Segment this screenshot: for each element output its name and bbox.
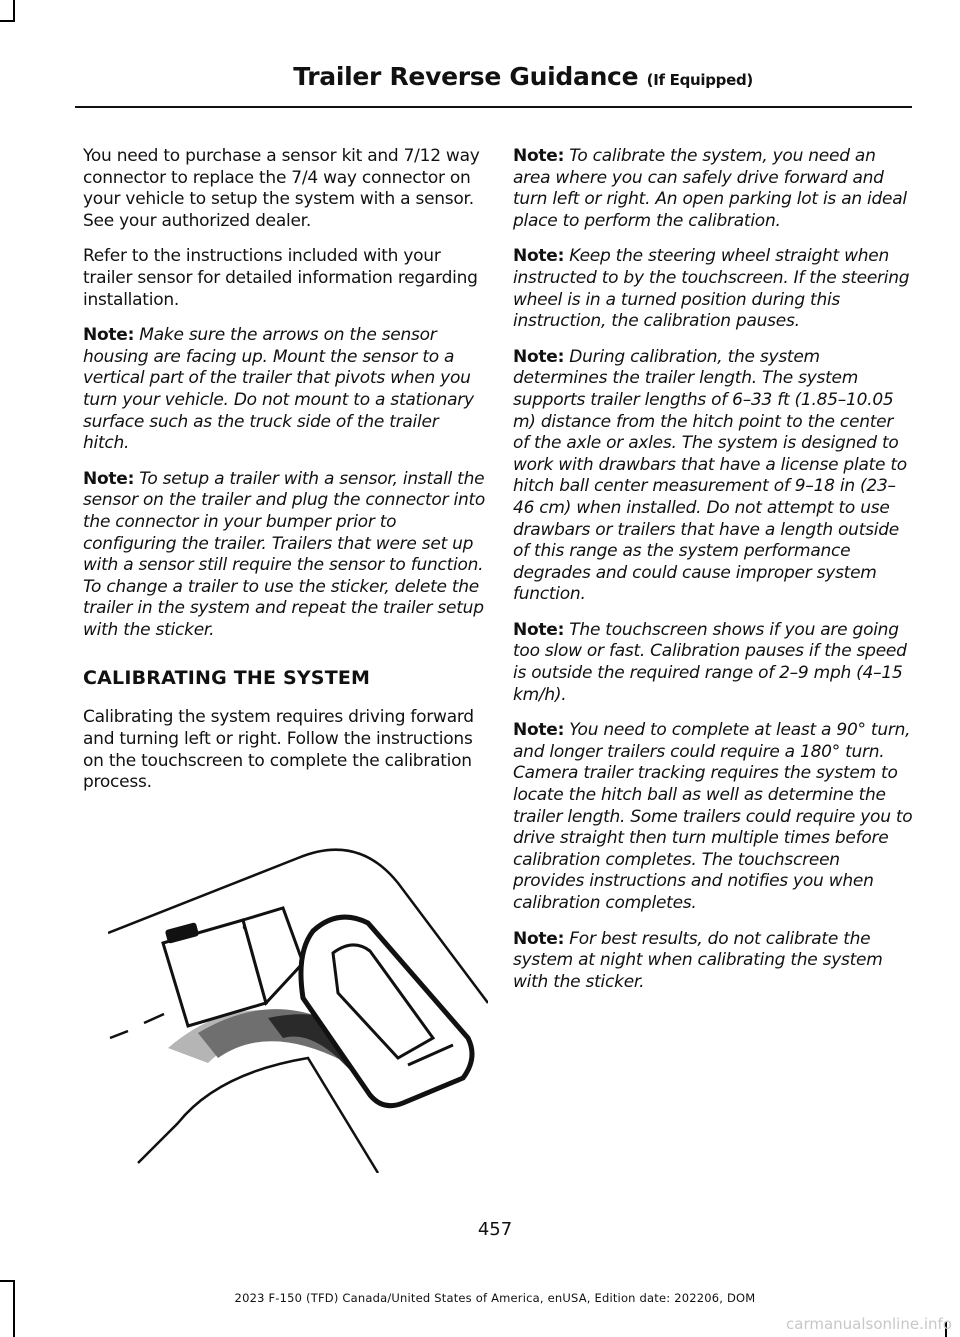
- note-text: Keep the steering wheel straight when instructed to by the touchscreen. If the steering wheel is in a turned position during this instruction, the calibration pauses.: [513, 246, 910, 332]
- note-sensor-mounting: [83, 325, 488, 455]
- watermark: carmanualsonline.info: [786, 1315, 952, 1333]
- crop-mark-top-left: [13, 0, 15, 22]
- note-text: The touchscreen shows if you are going too slow or fast. Calibration pauses if the speed is outside the required range of 2–9 mph (4–15 km/h).: [513, 619, 907, 705]
- note-speed-range: [513, 620, 913, 706]
- note-label: Note:: [83, 325, 135, 346]
- note-trailer-length: [513, 347, 913, 606]
- note-sensor-setup: [83, 469, 488, 642]
- crop-mark-top-left-h: [0, 20, 15, 22]
- note-text: To setup a trailer with a sensor, install the sensor on the trailer and plug the connector into the connector in your bumper prior to configuring the trailer. Trailers that were set up with a sensor still require the sensor to function. To change a trailer to use the sticker, delete the trailer in the system and repeat the trailer setup with the sticker.: [83, 468, 486, 640]
- right-column: [513, 146, 913, 1007]
- left-column: [83, 146, 488, 808]
- note-text: For best results, do not calibrate the system at night when calibrating the system with the sticker.: [513, 928, 883, 992]
- page-number: 457: [477, 1219, 513, 1240]
- note-turn-requirement: [513, 720, 913, 914]
- note-text: To calibrate the system, you need an area where you can safely drive forward and turn left or right. An open parking lot is an ideal place to perform the calibration.: [513, 146, 907, 231]
- paragraph-sensor-kit: You need to purchase a sensor kit and 7/12 way connector to replace the 7/4 way connector on your vehicle to setup the system with a sensor. See your authorized dealer.: [83, 146, 480, 231]
- note-label: Note:: [83, 468, 135, 489]
- note-text: Make sure the arrows on the sensor housing are facing up. Mount the sensor to a vertical part of the trailer that pivots when you turn your vehicle. Do not mount to a stationary surface such as the truck side of the trailer hitch.: [83, 325, 474, 454]
- note-label: Note:: [513, 619, 565, 640]
- note-night-calibration: [513, 929, 913, 994]
- trailer-shape: [163, 908, 303, 1026]
- header-subtitle: (If Equipped): [646, 71, 753, 89]
- note-steering-wheel: [513, 246, 913, 332]
- page-header-title: [293, 62, 753, 91]
- note-text: During calibration, the system determines the trailer length. The system supports trailer lengths of 6–33 ft (1.85–10.05 m) distance from the hitch point to the center of the axle or axles. The system is designed to work with drawbars that have a license plate to hitch ball center measurement of 9–18 in (23–46 cm) when installed. Do not attempt to use drawbars or trailers that have a length outside of this range as the system performance degrades and could cause improper system function.: [513, 346, 907, 605]
- note-label: Note:: [513, 346, 565, 367]
- header-title-text: Trailer Reverse Guidance: [293, 62, 639, 91]
- header-divider: [75, 106, 912, 108]
- note-label: Note:: [513, 246, 565, 267]
- truck-shape: [301, 917, 472, 1106]
- crop-mark-bottom-left-h: [0, 1280, 15, 1282]
- paragraph-calibration-intro: Calibrating the system requires driving forward and turning left or right. Follow the instructions on the touchscreen to complete the calibration process.: [83, 707, 474, 793]
- note-text: You need to complete at least a 90° turn, and longer trailers could require a 180° turn. Camera trailer tracking requires the system to locate the hitch ball as well as determine the trailer length. Some trailers could require you to drive straight then turn multiple times before calibration completes. The touchscreen provides instructions and notifies you when calibration completes.: [513, 720, 913, 913]
- note-label: Note:: [513, 146, 565, 166]
- calibration-turn-illustration: [108, 833, 488, 1173]
- note-calibration-area: [513, 146, 913, 232]
- crop-mark-bottom-left: [13, 1280, 15, 1337]
- note-label: Note:: [513, 720, 565, 741]
- section-heading-calibrating: CALIBRATING THE SYSTEM: [83, 667, 371, 690]
- note-label: Note:: [513, 928, 565, 949]
- paragraph-installation: Refer to the instructions included with your trailer sensor for detailed information regarding installation.: [83, 246, 478, 310]
- footer-edition: 2023 F-150 (TFD) Canada/United States of America, enUSA, Edition date: 202206, DOM: [234, 1291, 756, 1305]
